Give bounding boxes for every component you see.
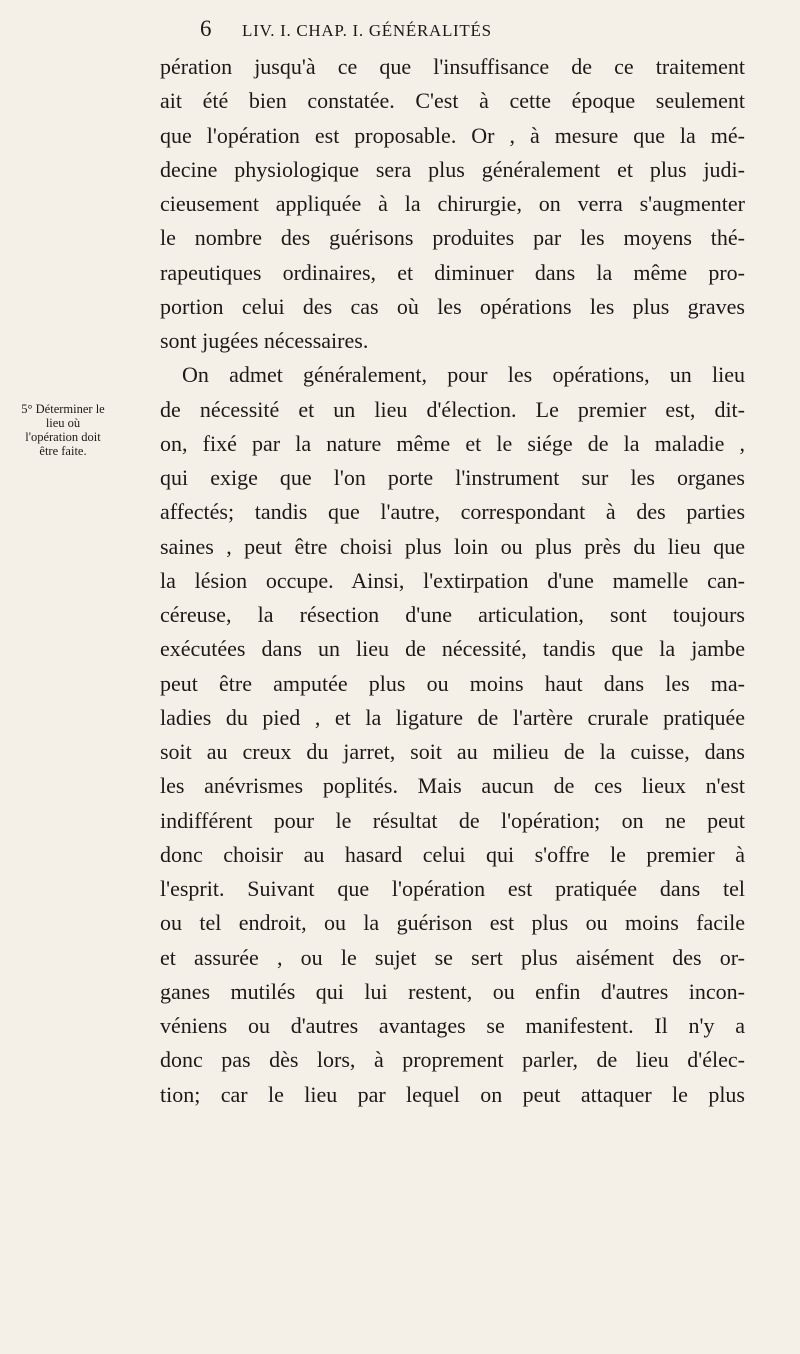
- running-head: [200, 14, 720, 44]
- text-line: ganes mutilés qui lui restent, ou enfin d'autres incon-: [160, 978, 745, 1004]
- text-line: indifférent pour le résultat de l'opération; on ne peut: [160, 807, 745, 833]
- text-line: la lésion occupe. Ainsi, l'extirpation d'une mamelle can-: [160, 567, 745, 593]
- text-line: affectés; tandis que l'autre, correspondant à des parties: [160, 499, 745, 525]
- text-line: de nécessité et un lieu d'élection. Le premier est, dit-: [160, 396, 745, 422]
- text-line: on, fixé par la nature même et le siége de la maladie ,: [160, 430, 745, 456]
- text-line: tion; car le lieu par lequel on peut attaquer le plus: [160, 1081, 745, 1107]
- marginal-note-line: 5° Déterminer le: [21, 402, 105, 416]
- marginal-note-line: l'opération doit: [25, 430, 101, 444]
- text-line: decine physiologique sera plus généralement et plus judi-: [160, 156, 745, 182]
- text-line: rapeutiques ordinaires, et diminuer dans la même pro-: [160, 259, 745, 285]
- text-line: portion celui des cas où les opérations les plus graves: [160, 293, 745, 319]
- text-line: les anévrismes poplités. Mais aucun de ces lieux n'est: [160, 773, 745, 799]
- text-line: saines , peut être choisi plus loin ou plus près du lieu que: [160, 533, 745, 559]
- text-line: cieusement appliquée à la chirurgie, on verra s'augmenter: [160, 191, 745, 216]
- marginal-note-line: lieu où: [45, 416, 81, 430]
- text-line: céreuse, la résection d'une articulation, sont toujours: [160, 602, 745, 627]
- text-line: véniens ou d'autres avantages se manifestent. Il n'y a: [160, 1013, 745, 1038]
- text-line: ait été bien constatée. C'est à cette époque seulement: [160, 88, 745, 114]
- text-line: peut être amputée plus ou moins haut dans les ma-: [160, 670, 745, 696]
- text-line: pération jusqu'à ce que l'insuffisance de ce traitement: [160, 54, 745, 79]
- text-line: exécutées dans un lieu de nécessité, tandis que la jambe: [160, 636, 745, 662]
- text-line: ladies du pied , et la ligature de l'artère crurale pratiquée: [160, 704, 745, 730]
- text-line: ou tel endroit, ou la guérison est plus ou moins facile: [160, 910, 745, 936]
- page-number: 6: [200, 16, 212, 41]
- marginal-note-line: être faite.: [39, 444, 87, 458]
- text-line: donc choisir au hasard celui qui s'offre le premier à: [160, 841, 745, 867]
- chapter-header: LIV. I. CHAP. I. GÉNÉRALITÉS: [242, 21, 492, 40]
- body-text: [160, 50, 745, 1112]
- marginal-note: [8, 402, 118, 458]
- text-line: et assurée , ou le sujet se sert plus aisément des or-: [160, 944, 745, 970]
- text-line: donc pas dès lors, à proprement parler, de lieu d'élec-: [160, 1047, 745, 1073]
- text-line: qui exige que l'on porte l'instrument sur les organes: [160, 465, 745, 490]
- text-line: soit au creux du jarret, soit au milieu de la cuisse, dans: [160, 739, 745, 764]
- text-line: que l'opération est proposable. Or , à mesure que la mé-: [160, 122, 745, 148]
- text-line: sont jugées nécessaires.: [160, 328, 369, 353]
- text-line: On admet généralement, pour les opérations, un lieu: [182, 362, 745, 388]
- text-line: l'esprit. Suivant que l'opération est pratiquée dans tel: [160, 876, 745, 901]
- text-line: le nombre des guérisons produites par les moyens thé-: [160, 225, 745, 251]
